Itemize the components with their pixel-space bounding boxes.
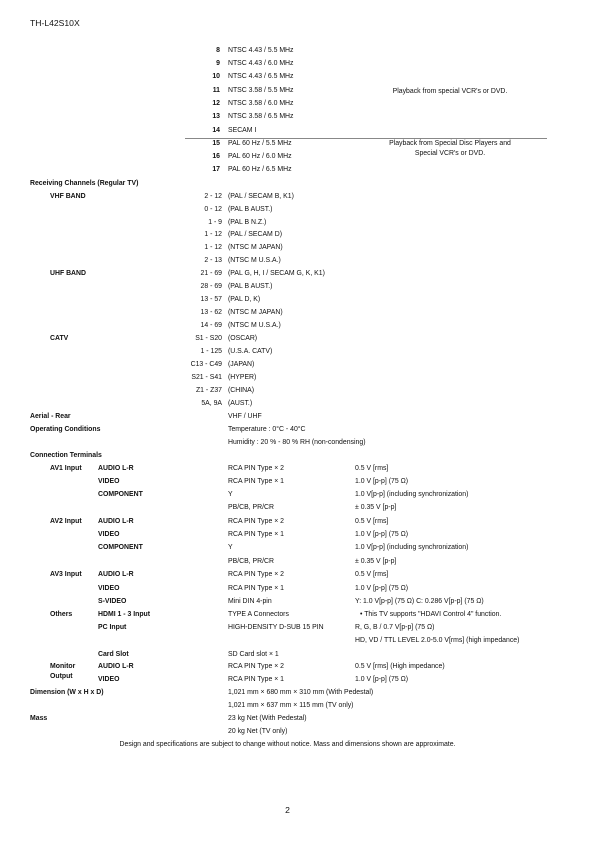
connector-type: RCA PIN Type × 2 [228, 571, 284, 578]
playback-note-line2: Special VCR's or DVD. [414, 150, 486, 157]
channel-system: (NTSC M JAPAN) [228, 244, 283, 251]
monitor-output-label-line2: Output [50, 673, 73, 680]
signal-level: 0.5 V [rms] [355, 518, 389, 525]
system-number: 8 [216, 47, 220, 54]
signal-level: 1.0 V [p-p] (75 Ω) [355, 585, 409, 592]
channel-system: (AUST.) [228, 400, 253, 407]
hdmi-input-label: HDMI 1 - 3 Input [98, 611, 151, 618]
channel-range: 1 - 9 [208, 219, 222, 226]
aerial-value: VHF / UHF [228, 413, 262, 420]
channel-system: (NTSC M JAPAN) [228, 309, 283, 316]
connection-terminals-heading: Connection Terminals [30, 452, 102, 459]
video-label: VIDEO [98, 478, 120, 485]
system-spec: PAL 60 Hz / 6.5 MHz [228, 166, 292, 173]
signal-level: Y: 1.0 V[p-p] (75 Ω) C: 0.286 V[p-p] (75 Ω) [355, 598, 484, 605]
playback-note-line1: Playback from Special Disc Players and [389, 140, 511, 147]
signal-level: 1.0 V [p-p] (75 Ω) [355, 676, 409, 683]
channel-range: 5A, 9A [201, 400, 222, 407]
component-y: Y [228, 491, 233, 498]
mass-tv-only: 20 kg Net (TV only) [228, 728, 288, 735]
component-y: Y [228, 544, 233, 551]
channel-system: (PAL B AUST.) [228, 206, 273, 213]
system-spec: NTSC 3.58 / 6.5 MHz [228, 113, 294, 120]
channel-system: (PAL D, K) [228, 296, 261, 303]
uhf-band-label: UHF BAND [50, 270, 86, 277]
dimension-with-pedestal: 1,021 mm × 680 mm × 310 mm (With Pedestal) [228, 689, 374, 696]
av3-input-label: AV3 Input [50, 571, 82, 578]
connector-type: RCA PIN Type × 2 [228, 465, 284, 472]
system-number: 12 [212, 100, 220, 107]
card-slot-label: Card Slot [98, 651, 129, 658]
signal-level: 1.0 V [p-p] (75 Ω) [355, 531, 409, 538]
component-label: COMPONENT [98, 544, 143, 551]
connector-type: Mini DIN 4-pin [228, 598, 272, 605]
system-number: 9 [216, 60, 220, 67]
channel-system: (PAL / SECAM B, K1) [228, 193, 294, 200]
vhf-band-label: VHF BAND [50, 193, 86, 200]
av1-input-label: AV1 Input [50, 465, 82, 472]
system-spec: NTSC 4.43 / 6.0 MHz [228, 60, 294, 67]
channel-range: 13 - 57 [200, 296, 222, 303]
connector-type: RCA PIN Type × 1 [228, 676, 284, 683]
aerial-label: Aerial - Rear [30, 413, 71, 420]
video-label: VIDEO [98, 676, 120, 683]
video-label: VIDEO [98, 531, 120, 538]
signal-level: R, G, B / 0.7 V[p-p] (75 Ω) [355, 624, 435, 631]
channel-system: (NTSC M U.S.A.) [228, 257, 281, 264]
system-number: 14 [212, 127, 220, 134]
channel-range: 0 - 12 [204, 206, 222, 213]
channel-system: (U.S.A. CATV) [228, 348, 273, 355]
channel-range: 2 - 12 [204, 193, 222, 200]
system-spec: NTSC 4.43 / 6.5 MHz [228, 73, 294, 80]
channel-system: (OSCAR) [228, 335, 258, 342]
s-video-label: S-VIDEO [98, 598, 127, 605]
audio-lr-label: AUDIO L-R [98, 518, 134, 525]
audio-lr-label: AUDIO L-R [98, 571, 134, 578]
system-spec: PAL 60 Hz / 5.5 MHz [228, 140, 292, 147]
hdavi-note: • This TV supports "HDAVI Control 4" function. [360, 611, 502, 618]
component-pb-pr: PB/CB, PR/CR [228, 504, 274, 511]
audio-lr-label: AUDIO L-R [98, 663, 134, 670]
connector-type: RCA PIN Type × 1 [228, 585, 284, 592]
audio-lr-label: AUDIO L-R [98, 465, 134, 472]
channel-system: (PAL / SECAM D) [228, 231, 282, 238]
system-number: 11 [212, 87, 220, 94]
channel-system: (CHINA) [228, 387, 255, 394]
channel-system: (PAL G, H, I / SECAM G, K, K1) [228, 270, 325, 277]
video-label: VIDEO [98, 585, 120, 592]
playback-note: Playback from special VCR's or DVD. [392, 88, 508, 95]
system-number: 15 [212, 140, 220, 147]
system-spec: SECAM I [228, 127, 257, 134]
connector-type: TYPE A Connectors [228, 611, 289, 618]
monitor-output-label-line1: Monitor [50, 663, 76, 670]
channel-range: S21 - S41 [191, 374, 222, 381]
temperature-value: Temperature : 0°C - 40°C [228, 426, 306, 433]
signal-level: 1.0 V[p-p] (including synchronization) [355, 491, 469, 498]
system-number: 10 [212, 73, 220, 80]
system-number: 13 [212, 113, 220, 120]
dimension-tv-only: 1,021 mm × 637 mm × 115 mm (TV only) [228, 702, 354, 709]
av2-input-label: AV2 Input [50, 518, 82, 525]
channel-range: Z1 - Z37 [195, 387, 222, 394]
signal-level: HD, VD / TTL LEVEL 2.0-5.0 V[rms] (high impedance) [355, 637, 520, 644]
channel-system: (PAL B AUST.) [228, 283, 273, 290]
channel-range: 1 - 12 [204, 244, 222, 251]
channel-range: 2 - 13 [204, 257, 222, 264]
pc-input-label: PC Input [98, 624, 127, 631]
system-spec: PAL 60 Hz / 6.0 MHz [228, 153, 292, 160]
channel-system: (HYPER) [228, 374, 257, 381]
signal-level: 0.5 V [rms] (High impedance) [355, 663, 445, 670]
channel-system: (JAPAN) [228, 361, 255, 368]
signal-level: 1.0 V [p-p] (75 Ω) [355, 478, 409, 485]
connector-type: RCA PIN Type × 1 [228, 478, 284, 485]
signal-level: 1.0 V[p-p] (including synchronization) [355, 544, 469, 551]
catv-label: CATV [50, 335, 69, 342]
channel-range: S1 - S20 [195, 335, 222, 342]
channel-system: (PAL B N.Z.) [228, 219, 267, 226]
signal-level: ± 0.35 V [p-p] [355, 504, 397, 511]
channel-range: 28 - 69 [200, 283, 222, 290]
operating-conditions-label: Operating Conditions [30, 426, 101, 433]
connector-type: HIGH-DENSITY D-SUB 15 PIN [228, 624, 324, 631]
channel-range: C13 - C49 [190, 361, 222, 368]
connector-type: RCA PIN Type × 1 [228, 531, 284, 538]
receiving-channels-heading: Receiving Channels (Regular TV) [30, 180, 139, 187]
channel-system: (NTSC M U.S.A.) [228, 322, 281, 329]
dimension-label: Dimension (W x H x D) [30, 689, 104, 696]
connector-type: RCA PIN Type × 2 [228, 518, 284, 525]
system-spec: NTSC 4.43 / 5.5 MHz [228, 47, 294, 54]
channel-range: 1 - 12 [204, 231, 222, 238]
signal-level: ± 0.35 V [p-p] [355, 558, 397, 565]
system-number: 17 [212, 166, 220, 173]
channel-range: 21 - 69 [200, 270, 222, 277]
system-spec: NTSC 3.58 / 5.5 MHz [228, 87, 294, 94]
model-number: TH-L42S10X [30, 18, 80, 28]
component-pb-pr: PB/CB, PR/CR [228, 558, 274, 565]
system-number: 16 [212, 153, 220, 160]
channel-range: 14 - 69 [200, 322, 222, 329]
channel-range: 1 - 125 [200, 348, 222, 355]
mass-label: Mass [30, 715, 48, 722]
section-divider [185, 138, 547, 139]
others-label: Others [50, 611, 73, 618]
signal-level: 0.5 V [rms] [355, 465, 389, 472]
connector-type: RCA PIN Type × 2 [228, 663, 284, 670]
component-label: COMPONENT [98, 491, 143, 498]
disclaimer-note: Design and specifications are subject to change without notice. Mass and dimensions shown are approximate. [119, 741, 456, 748]
signal-level: 0.5 V [rms] [355, 571, 389, 578]
humidity-value: Humidity : 20 % - 80 % RH (non-condensing) [228, 439, 366, 446]
channel-range: 13 - 62 [200, 309, 222, 316]
system-spec: NTSC 3.58 / 6.0 MHz [228, 100, 294, 107]
card-slot-value: SD Card slot × 1 [228, 651, 279, 658]
page-number: 2 [285, 805, 290, 815]
mass-with-pedestal: 23 kg Net (With Pedestal) [228, 715, 307, 722]
